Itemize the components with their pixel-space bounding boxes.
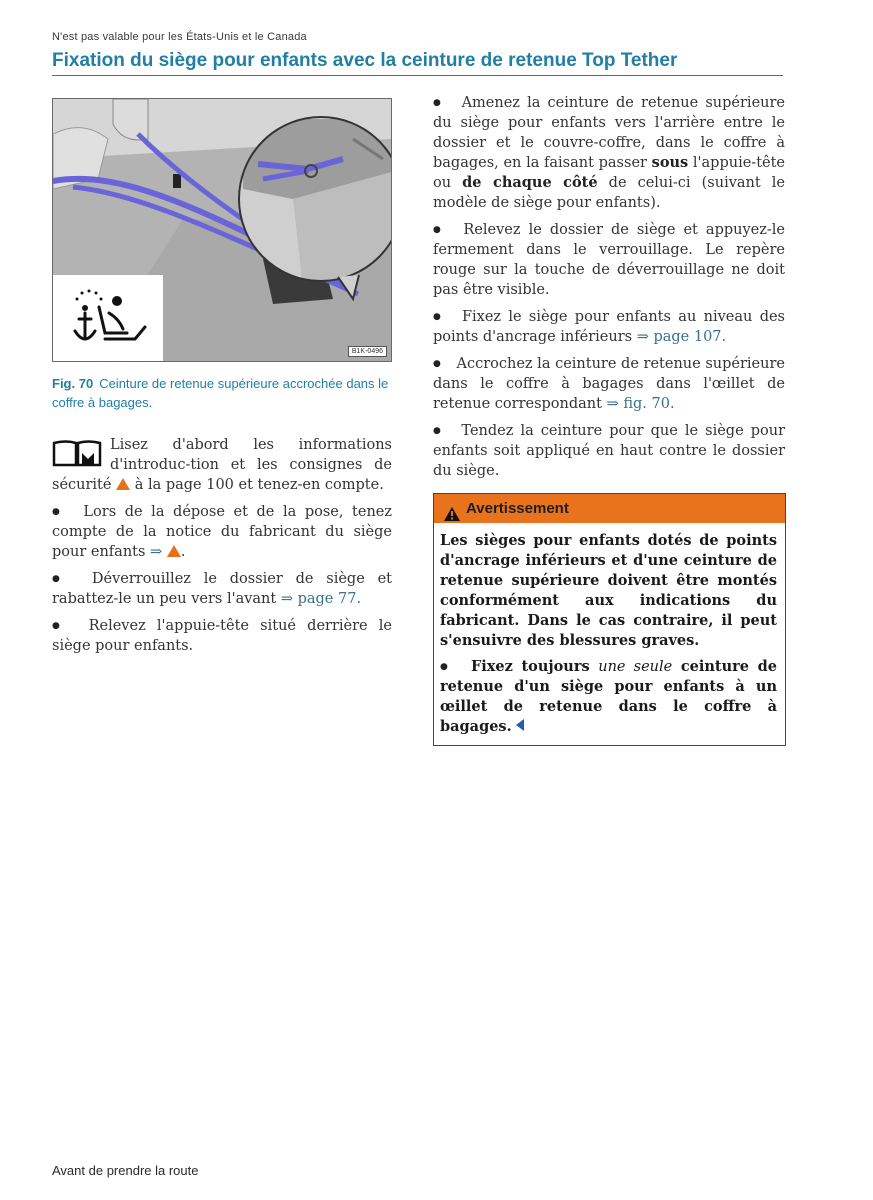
- bullet-text: Tendez la ceinture pour que le siège pour enfants soit appliqué en haut contre le dossier du siège.: [433, 423, 786, 479]
- warning-triangle-icon: [444, 502, 460, 531]
- bullet-text: Déverrouillez le dossier de siège et rabattez-le un peu vers l'avant: [52, 571, 393, 607]
- warning-heading: Avertissement: [466, 500, 569, 517]
- list-item: ● Lors de la dépose et de la pose, tenez compte de la notice du fabricant du siège pour enfants ⇒ .: [52, 502, 392, 562]
- list-item: [433, 220, 785, 300]
- list-item: [433, 307, 785, 347]
- page-header-note: N'est pas valable pour les États-Unis et le Canada: [52, 31, 307, 43]
- warning-triangle-icon: [167, 545, 181, 557]
- list-item: [433, 354, 785, 414]
- warning-paragraph: Les sièges pour enfants dotés de points d'ancrage inférieurs et d'une ceinture de retenue supérieure doivent être montés conformément aux indications du fabricant. Dans le cas contraire, il peut s'ensuivre des blessures graves.: [440, 532, 777, 649]
- figure-caption: [52, 374, 392, 412]
- right-column: [433, 93, 785, 746]
- bullet-text: Relevez le dossier de siège et appuyez-le fermement dans le verrouillage. Le repère rouge sur la touche de déverrouillage ne doit pas être visible.: [433, 222, 785, 298]
- emphasis-text: sous: [651, 154, 689, 171]
- warning-emphasis: une seule: [598, 659, 673, 675]
- bullet-text: Amenez la ceinture de retenue supérieure du siège pour enfants vers l'arrière entre le dossier et le couvre-coffre, dans le coffre à bagages, en la faisant passer: [433, 95, 786, 171]
- warning-text: Fixez toujours: [470, 658, 590, 675]
- bullet-text: Lors de la dépose et de la pose, tenez compte de la notice du fabricant du siège pour enfants: [52, 504, 393, 560]
- bullet-text: l'appuie-tête ou: [433, 155, 786, 191]
- page-footer: Avant de prendre la route: [52, 1163, 199, 1178]
- cross-reference-link[interactable]: ⇒: [150, 544, 163, 560]
- intro-text-a: Lisez d'abord les informations d'introduc-tion et les consignes de sécurité: [52, 437, 392, 493]
- child-seat-anchor-icon: [69, 283, 153, 349]
- bullet-text: Accrochez la ceinture de retenue supérieure dans le coffre à bagages dans l'œillet de retenue correspondant: [433, 356, 785, 412]
- intro-text-b: à la page 100 et tenez-en compte.: [134, 477, 384, 493]
- warning-box: [433, 493, 786, 746]
- title-divider: [52, 75, 783, 76]
- warning-text: ceinture de retenue d'un siège pour enfants à un œillet de retenue dans le coffre à bagages.: [440, 658, 777, 735]
- list-item: [433, 93, 785, 213]
- figure-code: B1K-0496: [348, 346, 387, 357]
- intro-paragraph: [52, 435, 392, 495]
- section-end-icon: [516, 719, 524, 731]
- figure-70-image: [52, 98, 392, 362]
- warning-body: [434, 523, 785, 745]
- warning-list-item: [440, 657, 777, 737]
- bullet-text: Relevez l'appuie-tête situé derrière le siège pour enfants.: [52, 618, 393, 654]
- book-icon: [52, 439, 102, 467]
- bullet-text: de celui-ci (suivant le modèle de siège pour enfants).: [433, 175, 785, 211]
- figure-number: Fig. 70: [52, 376, 94, 391]
- list-item: [52, 616, 392, 656]
- bullet-text: Fixez le siège pour enfants au niveau des points d'ancrage inférieurs: [433, 309, 785, 345]
- fig-70-link[interactable]: ⇒ fig. 70.: [606, 396, 675, 412]
- warning-header: [434, 494, 785, 523]
- emphasis-text: de chaque côté: [462, 174, 598, 191]
- page-107-link[interactable]: ⇒ page 107.: [636, 329, 727, 345]
- list-item: [433, 421, 785, 481]
- page-77-link[interactable]: ⇒ page 77.: [280, 591, 362, 607]
- figure-caption-text: Ceinture de retenue supérieure accrochée dans le coffre à bagages.: [52, 376, 389, 410]
- warning-triangle-icon: [116, 478, 130, 490]
- list-item: [52, 569, 392, 609]
- left-column: [52, 435, 392, 663]
- section-title: Fixation du siège pour enfants avec la ceinture de retenue Top Tether: [52, 50, 678, 71]
